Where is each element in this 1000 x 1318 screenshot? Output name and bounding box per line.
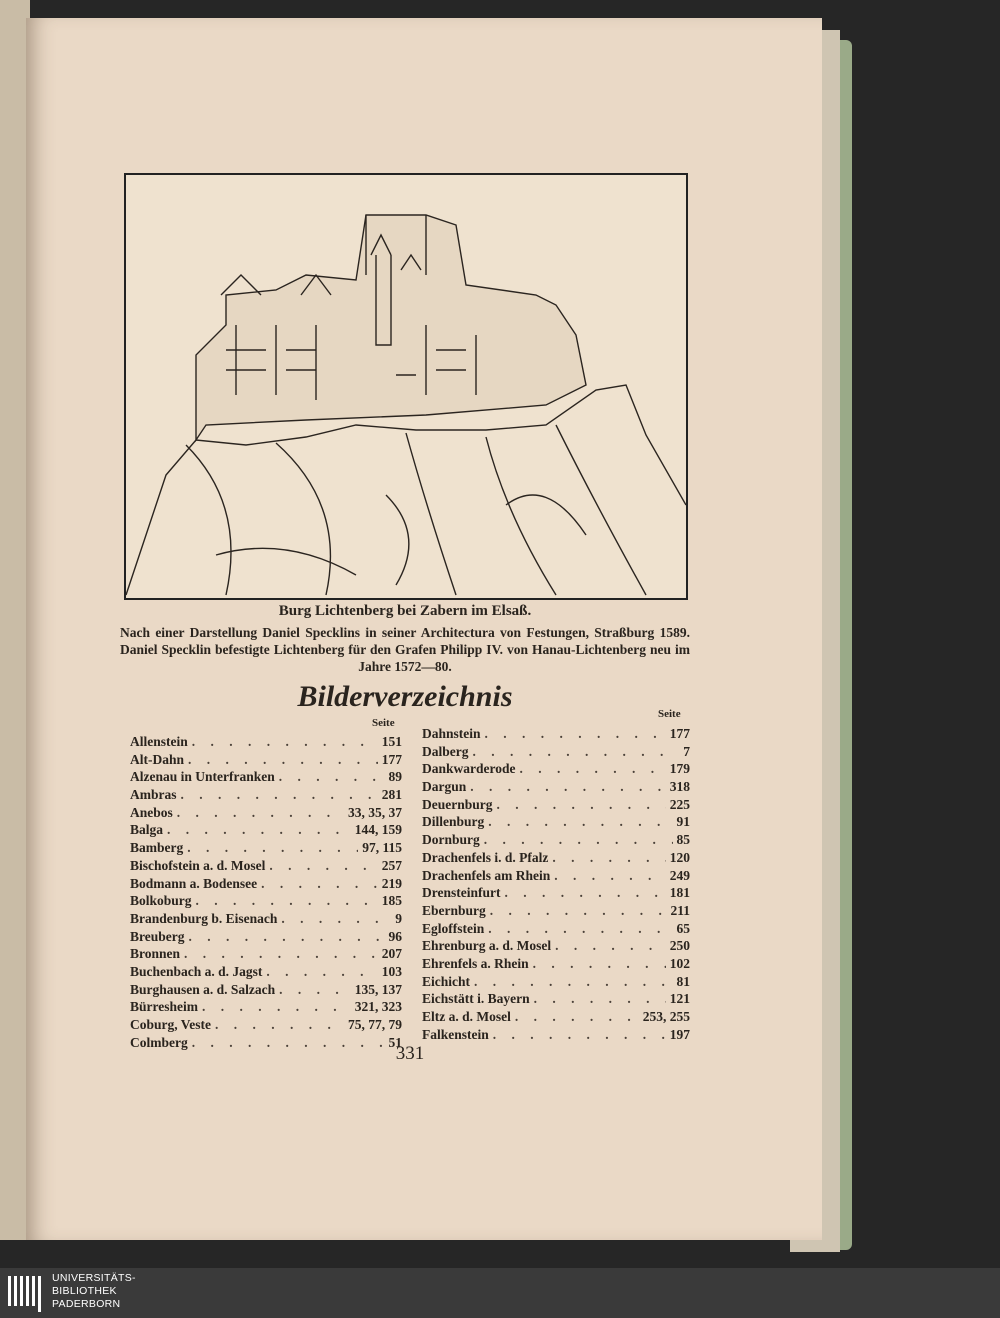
entry-name: Dahnstein (422, 726, 481, 741)
entry-pages: 7 (683, 743, 690, 759)
entry-pages: 185 (381, 893, 402, 909)
index-entry (422, 761, 690, 779)
entry-pages: 281 (381, 787, 402, 803)
entry-name: Brandenburg b. Eisenach (130, 910, 278, 926)
leader-dots (266, 964, 377, 980)
leader-dots (473, 744, 680, 760)
entry-pages: 179 (669, 761, 690, 777)
index-entry (130, 787, 402, 805)
index-entry (130, 999, 402, 1017)
entry-name: Drachenfels i. d. Pfalz (422, 849, 549, 865)
index-entry (130, 964, 402, 982)
entry-name: Deuernburg (422, 796, 493, 812)
leader-dots (554, 868, 666, 884)
entry-pages: 120 (669, 849, 690, 865)
leader-dots (533, 956, 666, 972)
index-entry (422, 832, 690, 850)
leader-dots (192, 734, 378, 750)
leader-dots (188, 752, 378, 768)
entry-name: Dalberg (422, 743, 469, 759)
entry-name: Bronnen (130, 946, 181, 962)
entry-pages: 177 (381, 751, 402, 767)
entry-name: Balga (130, 822, 164, 838)
entry-name: Egloffstein (422, 920, 485, 936)
leader-dots (497, 797, 666, 813)
entry-pages: 121 (669, 991, 690, 1007)
entry-pages: 144, 159 (354, 822, 402, 838)
index-title: Bilderverzeichnis (297, 680, 513, 713)
entry-name: Alzenau in Unterfranken (130, 769, 275, 785)
footer-bar (0, 1268, 1000, 1318)
leader-dots (552, 850, 665, 866)
leader-dots (279, 982, 351, 998)
entry-pages: 211 (670, 902, 690, 918)
entry-pages: 318 (669, 779, 690, 795)
index-right-column (422, 726, 690, 1044)
figure-caption: Nach einer Darstellung Daniel Specklins in seiner Architectura von Festungen, Straßburg 1589. Daniel Specklin befestigte Lichtenberg für den Grafen Philipp IV. von Hanau-Lichtenberg neu im Jahre 1572—80. (120, 625, 690, 674)
castle-engraving (124, 173, 688, 600)
index-entry (130, 982, 402, 1000)
logo-line: UNIVERSITÄTS- (52, 1272, 136, 1284)
index-entry (422, 744, 690, 762)
entry-pages: 249 (669, 867, 690, 883)
leader-dots (215, 1017, 344, 1033)
leader-dots (490, 903, 667, 919)
entry-name: Buchenbach a. d. Jagst (130, 963, 263, 979)
index-entry (130, 876, 402, 894)
entry-name: Eichstätt i. Bayern (422, 991, 530, 1007)
leader-dots (488, 921, 672, 937)
index-entry (422, 726, 690, 744)
leader-dots (488, 814, 672, 830)
entry-pages: 151 (381, 734, 402, 749)
entry-pages: 253, 255 (642, 1009, 690, 1024)
index-left-column (130, 734, 402, 1052)
entry-name: Ebernburg (422, 902, 486, 918)
index-entry (422, 885, 690, 903)
leader-dots (485, 726, 666, 742)
entry-pages: 219 (381, 875, 402, 891)
index-entry (130, 858, 402, 876)
leader-dots (505, 885, 666, 901)
index-entry (422, 814, 690, 832)
entry-pages: 81 (676, 973, 690, 989)
index-entry (130, 752, 402, 770)
entry-pages: 177 (669, 726, 690, 741)
entry-pages: 103 (381, 963, 402, 979)
library-logo-text (52, 1272, 136, 1311)
entry-name: Colmberg (130, 1034, 188, 1050)
index-entry (130, 929, 402, 947)
index-entry (130, 840, 402, 858)
entry-name: Bischofstein a. d. Mosel (130, 857, 266, 873)
index-entry (130, 769, 402, 787)
entry-pages: 97, 115 (362, 840, 402, 856)
leader-dots (189, 929, 385, 945)
library-logo-icon (8, 1272, 44, 1314)
leader-dots (167, 822, 351, 838)
figure-title: Burg Lichtenberg bei Zabern im Elsaß. (278, 603, 532, 619)
index-entry (130, 893, 402, 911)
entry-pages: 85 (676, 832, 690, 848)
entry-name: Coburg, Veste (130, 1017, 212, 1032)
entry-pages: 257 (381, 857, 402, 873)
entry-pages: 33, 35, 37 (348, 804, 402, 820)
leader-dots (484, 832, 673, 848)
index-entry (130, 1017, 402, 1035)
entry-name: Allenstein (130, 734, 188, 749)
entry-name: Bolkoburg (130, 893, 192, 909)
entry-pages: 9 (395, 910, 402, 926)
entry-name: Ehrenburg a. d. Mosel (422, 938, 552, 954)
entry-pages: 225 (669, 796, 690, 812)
entry-name: Ambras (130, 787, 177, 803)
index-entry (422, 1009, 690, 1027)
entry-name: Falkenstein (422, 1026, 489, 1042)
entry-name: Dankwarderode (422, 761, 516, 777)
leader-dots (493, 1027, 666, 1043)
logo-line: PADERBORN (52, 1298, 121, 1310)
entry-name: Drensteinfurt (422, 885, 501, 901)
index-entry (422, 868, 690, 886)
index-entry (130, 911, 402, 929)
leader-dots (181, 787, 378, 803)
entry-name: Bürresheim (130, 999, 198, 1015)
leader-dots (202, 999, 351, 1015)
entry-name: Ehrenfels a. Rhein (422, 955, 529, 971)
leader-dots (474, 974, 672, 990)
index-entry (422, 1027, 690, 1045)
entry-pages: 65 (676, 920, 690, 936)
entry-name: Drachenfels am Rhein (422, 867, 551, 883)
index-entry (422, 974, 690, 992)
entry-pages: 197 (669, 1026, 690, 1042)
entry-pages: 51 (388, 1034, 402, 1050)
entry-name: Dargun (422, 779, 467, 795)
entry-name: Anebos (130, 804, 173, 820)
entry-name: Burghausen a. d. Salzach (130, 981, 276, 997)
entry-pages: 321, 323 (354, 999, 402, 1015)
index-entry (422, 850, 690, 868)
index-entry (422, 938, 690, 956)
leader-dots (187, 840, 358, 856)
entry-pages: 207 (381, 946, 402, 962)
left-column-page-header: Seite (372, 717, 395, 729)
index-entry (422, 903, 690, 921)
entry-name: Eichicht (422, 973, 471, 989)
index-entry (130, 734, 402, 752)
leader-dots (555, 938, 666, 954)
leader-dots (269, 858, 377, 874)
entry-pages: 89 (388, 769, 402, 785)
entry-name: Dornburg (422, 832, 480, 848)
entry-pages: 96 (388, 928, 402, 944)
right-column-page-header: Seite (658, 708, 681, 720)
entry-name: Bamberg (130, 840, 184, 856)
leader-dots (520, 761, 666, 777)
entry-name: Bodmann a. Bodensee (130, 875, 258, 891)
entry-name: Breuberg (130, 928, 185, 944)
leader-dots (192, 1035, 385, 1051)
entry-name: Alt-Dahn (130, 751, 185, 767)
entry-pages: 181 (669, 885, 690, 901)
index-entry (422, 797, 690, 815)
page-number: 331 (395, 1043, 425, 1064)
logo-line: BIBLIOTHEK (52, 1285, 117, 1297)
entry-pages: 102 (669, 955, 690, 971)
index-entry (422, 921, 690, 939)
leader-dots (534, 991, 666, 1007)
leader-dots (279, 769, 385, 785)
entry-pages: 91 (676, 814, 690, 830)
entry-name: Eltz a. d. Mosel (422, 1009, 511, 1024)
leader-dots (196, 893, 378, 909)
entry-pages: 250 (669, 938, 690, 954)
index-entry (130, 805, 402, 823)
leader-dots (184, 946, 378, 962)
leader-dots (515, 1009, 639, 1025)
index-entry (130, 1035, 402, 1053)
index-entry (422, 991, 690, 1009)
index-entry (422, 779, 690, 797)
index-entry (130, 946, 402, 964)
index-entry (130, 822, 402, 840)
entry-pages: 75, 77, 79 (348, 1017, 402, 1032)
leader-dots (261, 876, 378, 892)
entry-pages: 135, 137 (354, 981, 402, 997)
leader-dots (177, 805, 344, 821)
index-entry (422, 956, 690, 974)
leader-dots (281, 911, 391, 927)
entry-name: Dillenburg (422, 814, 485, 830)
leader-dots (470, 779, 665, 795)
